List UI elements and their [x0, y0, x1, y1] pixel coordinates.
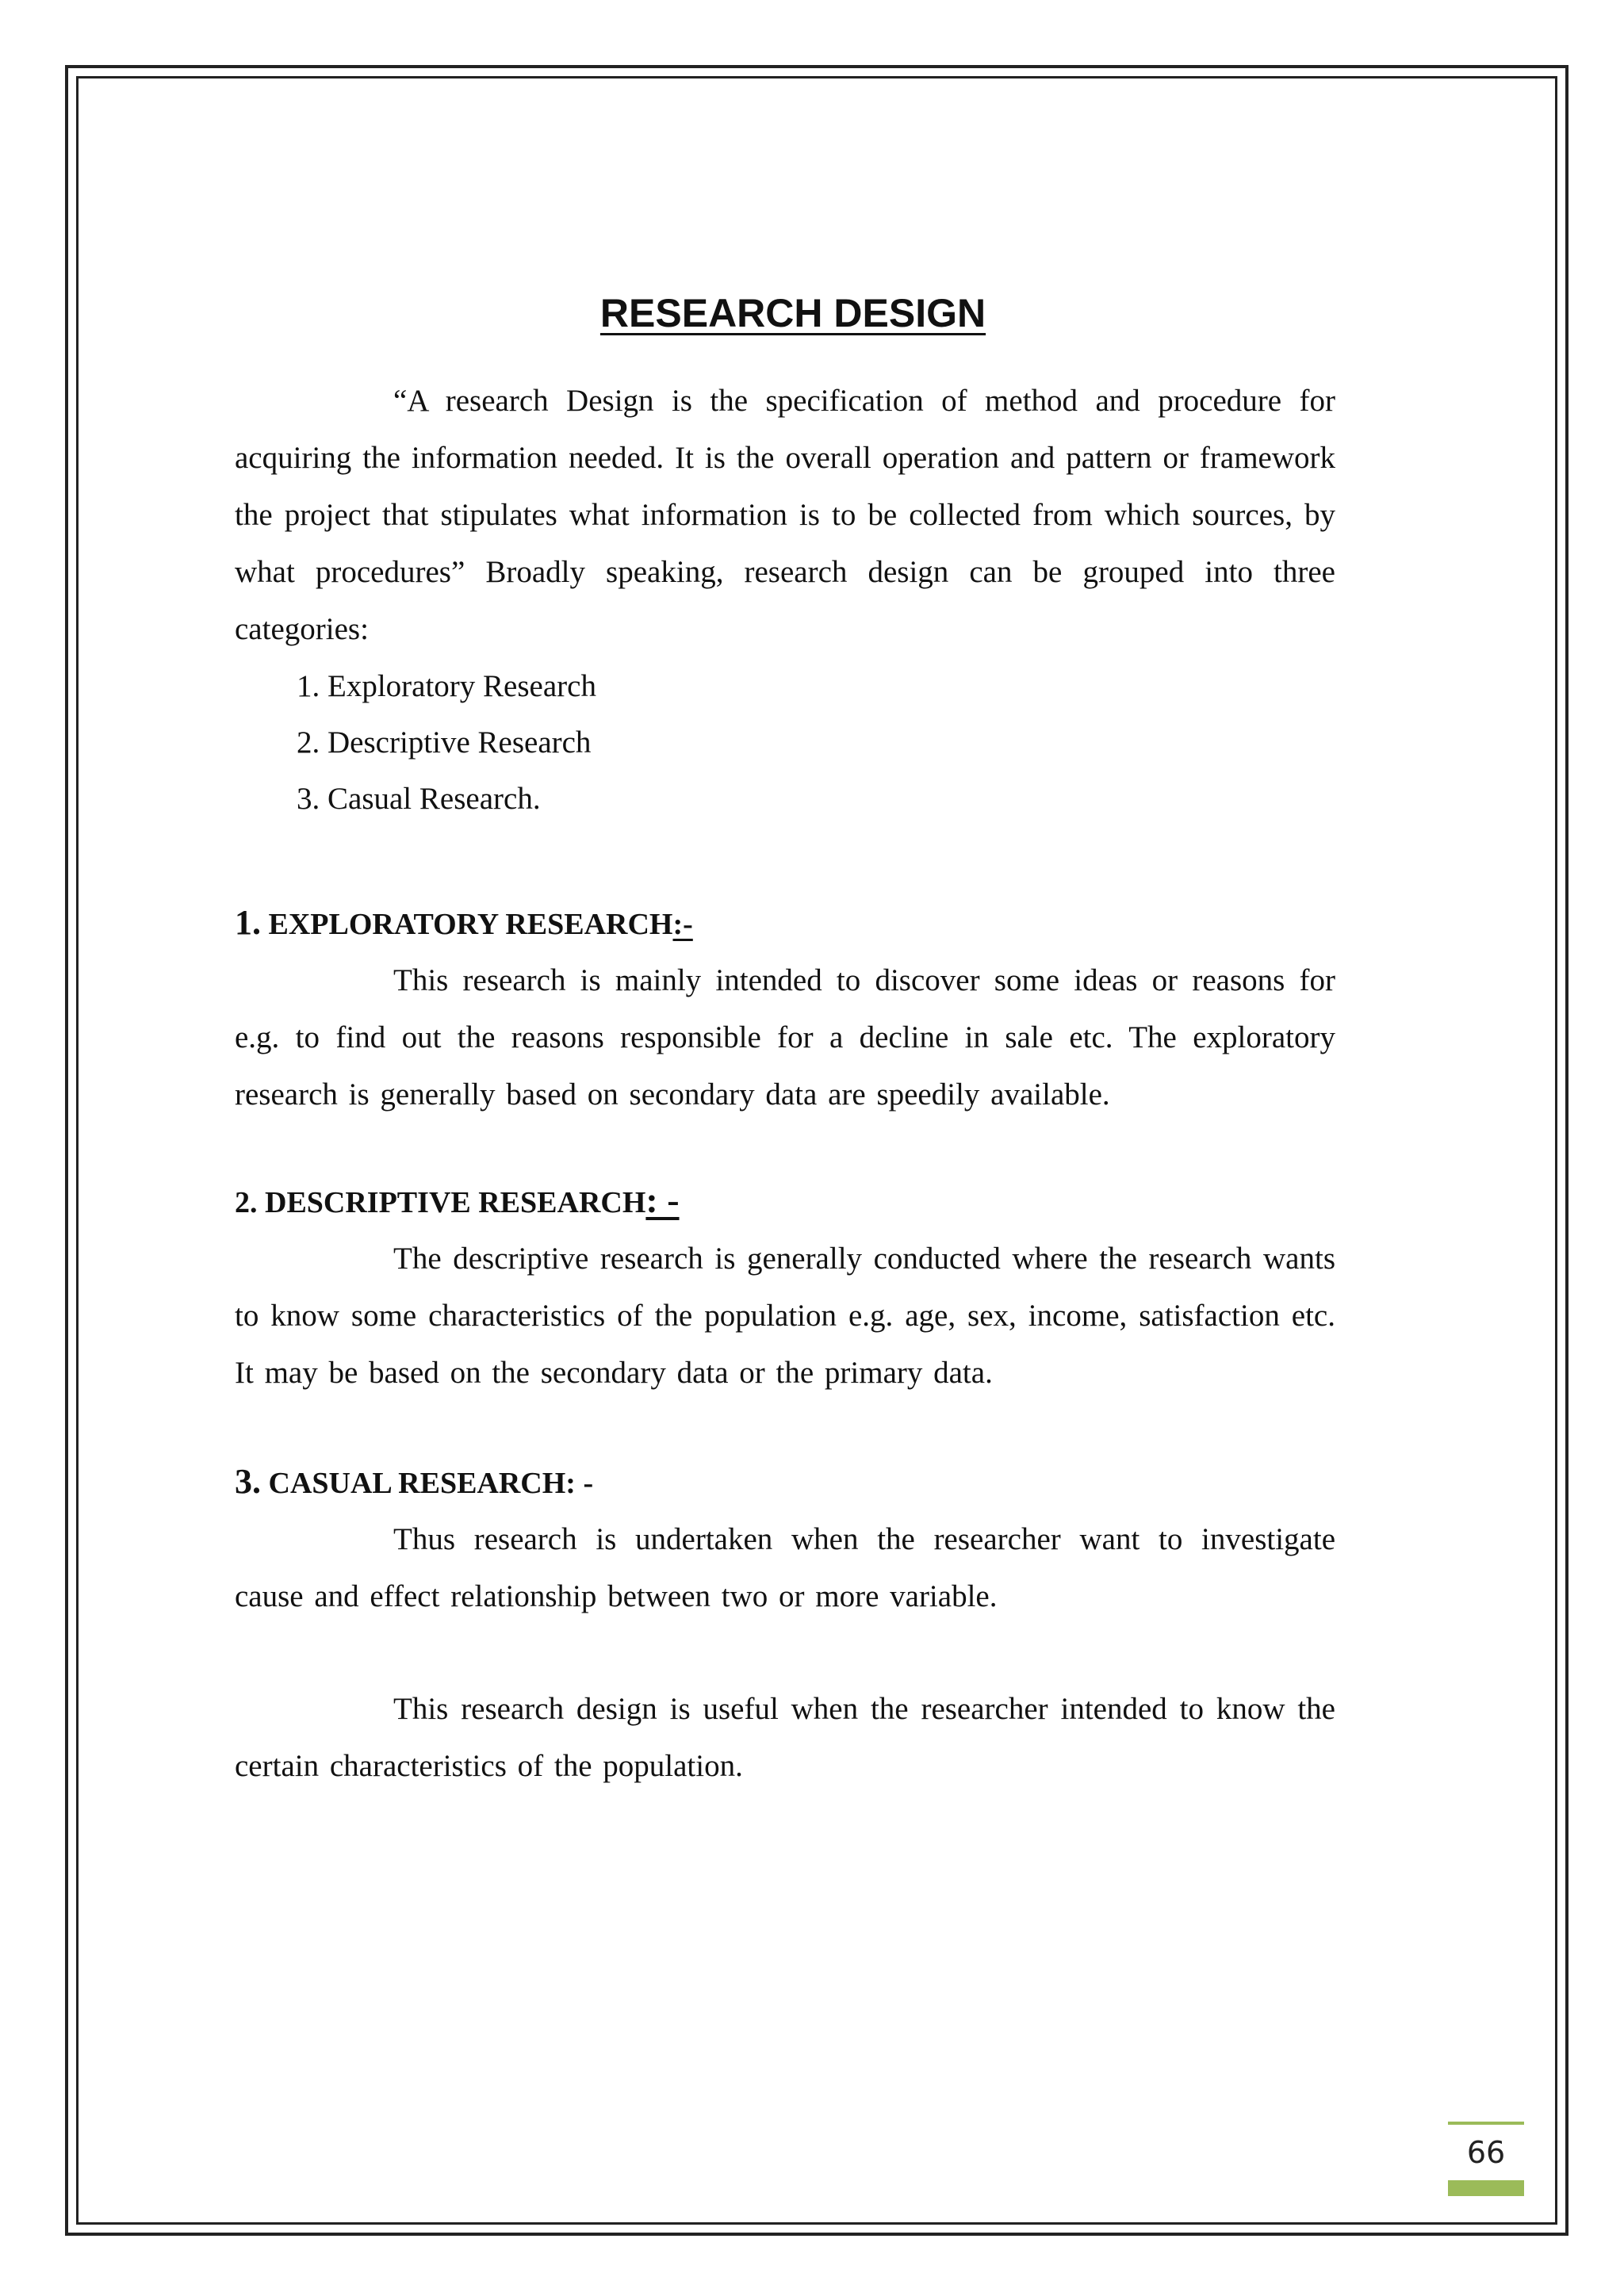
section-heading-suffix: :-	[672, 908, 693, 941]
page-number-bar	[1448, 2180, 1524, 2196]
category-list	[235, 658, 1335, 827]
list-item: 2. Descriptive Research	[297, 725, 592, 760]
section-heading-suffix: : -	[645, 1180, 680, 1220]
section-heading-suffix: -	[583, 1467, 594, 1500]
document-body	[235, 285, 1335, 1795]
spacer	[235, 1625, 1335, 1681]
spacer	[235, 1123, 1335, 1173]
section-heading-text: EXPLORATORY RESEARCH	[268, 908, 673, 941]
section-heading-casual	[235, 1454, 1335, 1511]
section-number: 3.	[235, 1462, 261, 1501]
closing-paragraph: This research design is useful when the researcher intended to know the certain characteristics of the population.	[235, 1692, 1335, 1783]
spacer	[235, 1402, 1335, 1454]
section-heading-exploratory	[235, 895, 1335, 952]
section-heading-descriptive	[235, 1173, 1335, 1230]
section-body-casual: Thus research is undertaken when the researcher want to investigate cause and effect relationship between two or more variable.	[235, 1522, 1335, 1613]
section-number: 2.	[235, 1186, 258, 1219]
page-number-badge	[1448, 2122, 1524, 2198]
page-title	[235, 285, 1335, 341]
page-number: 66	[1466, 2135, 1506, 2170]
section-heading-text: CASUAL RESEARCH:	[268, 1467, 576, 1500]
section-number: 1.	[235, 903, 261, 942]
intro-paragraph: “A research Design is the specification of method and procedure for acquiring the information needed. It is the overall operation and pattern or framework the project that stipulates what information is to be collected from which sources, by what procedures” Broadly speaking, research design can be grouped into three categories:	[235, 384, 1335, 646]
list-item: 3. Casual Research.	[297, 782, 541, 816]
list-item: 1. Exploratory Research	[297, 669, 596, 703]
section-body-descriptive: The descriptive research is generally conducted where the research wants to know some characteristics of the population e.g. age, sex, income, satisfaction etc. It may be based on the secondary data or the primary data.	[235, 1242, 1335, 1390]
page-number-rule	[1448, 2122, 1524, 2125]
section-heading-text: DESCRIPTIVE RESEARCH	[265, 1186, 646, 1219]
section-body-exploratory: This research is mainly intended to discover some ideas or reasons for e.g. to find out the reasons responsible for a decline in sale etc. The exploratory research is generally based on secondary data are speedily available.	[235, 963, 1335, 1112]
page-title-text: RESEARCH DESIGN	[599, 291, 986, 335]
spacer	[235, 827, 1335, 895]
